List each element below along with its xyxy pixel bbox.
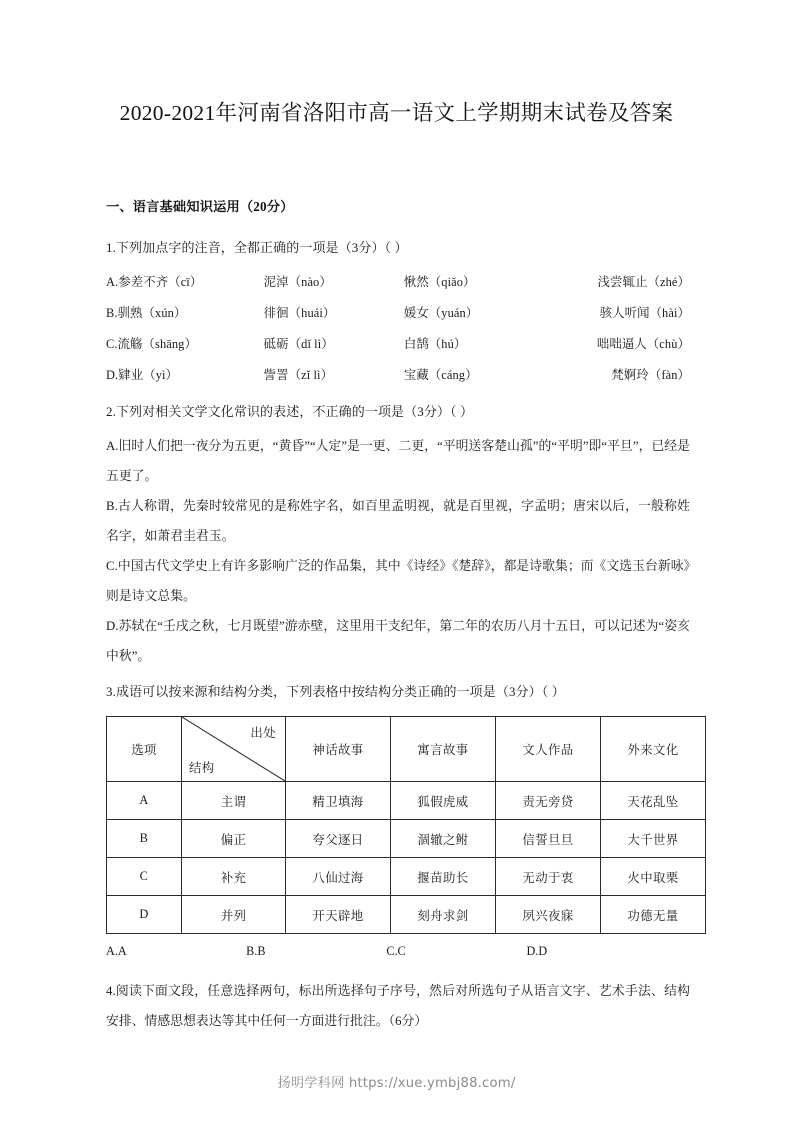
option-b-item-4: 骇人听闻（hài） — [599, 306, 690, 320]
question-1-option-row-a — [106, 267, 690, 298]
question-1-option-row-d — [106, 360, 690, 391]
question-2-choice-d: D.苏轼在“壬戌之秋，七月既望”游赤壁，这里用干支纪年，第二年的农历八月十五日，可以记述为“姿亥中秋”。 — [106, 619, 690, 663]
question-2-choice-b: B.古人称谓，先秦时较常见的是称姓字名，如百里孟明视，就是百里视，字孟明；唐宋以后，一般称姓名字，如萧君圭君玉。 — [106, 499, 690, 543]
question-1-option-row-b — [106, 298, 690, 329]
option-a-item-2: 泥淖（nào） — [263, 275, 332, 289]
option-b-item-1: B.驯熟（xún） — [106, 306, 187, 320]
header-structure-label: 结构 — [189, 761, 215, 775]
table-header-row — [107, 717, 706, 782]
option-a-item-1: A.参差不齐（cī） — [106, 275, 203, 289]
row-c-cell-1: 八仙过海 — [286, 858, 391, 896]
row-a-cell-3: 责无旁贷 — [496, 782, 601, 820]
option-c-item-2: 砥砺（dǐ lì） — [263, 337, 334, 351]
table-row — [107, 858, 706, 896]
q3-answer-a: A.A — [106, 944, 127, 958]
question-2-stem: 2.下列对相关文学文化常识的表述，不正确的一项是（3分）（ ） — [106, 404, 474, 419]
idiom-classification-table — [106, 716, 706, 934]
header-category-2: 寓言故事 — [391, 717, 496, 782]
q3-answer-d: D.D — [526, 944, 548, 958]
q3-answer-c: C.C — [386, 944, 406, 958]
row-d-cell-1: 开天辟地 — [286, 896, 391, 934]
row-b-cell-2: 涸辙之鲋 — [391, 820, 496, 858]
row-d-structure: 并列 — [182, 896, 286, 934]
option-a-item-3: 愀然（qiǎo） — [403, 275, 476, 289]
option-b-item-3: 媛女（yuán） — [403, 306, 479, 320]
row-b-cell-1: 夸父逐日 — [286, 820, 391, 858]
option-d-item-1: D.肄业（yì） — [106, 368, 179, 382]
question-1-stem: 1.下列加点字的注音，全都正确的一项是（3分）（ ） — [106, 240, 408, 255]
question-3-stem: 3.成语可以按来源和结构分类，下列表格中按结构分类正确的一项是（3分）（ ） — [106, 684, 565, 699]
option-c-item-4: 咄咄逼人（chù） — [596, 337, 690, 351]
question-1-option-row-c — [106, 329, 690, 360]
header-category-1: 神话故事 — [286, 717, 391, 782]
row-c-option: C — [107, 858, 182, 896]
row-b-option: B — [107, 820, 182, 858]
row-a-structure: 主谓 — [182, 782, 286, 820]
header-category-4: 外来文化 — [601, 717, 706, 782]
option-d-item-2: 訾詈（zǐ lì） — [263, 368, 334, 382]
option-d-item-4: 梵婀玲（fàn） — [611, 368, 690, 382]
question-4-stem: 4.阅读下面文段，任意选择两句，标出所选择句子序号，然后对所选句子从语言文字、艺术手法、结构安排、情感思想表达等其中任何一方面进行批注。（6分） — [106, 984, 690, 1028]
question-2-choice-c: C.中国古代文学史上有许多影响广泛的作品集，其中《诗经》《楚辞》，都是诗歌集；而《文选玉台新咏》则是诗文总集。 — [106, 559, 690, 603]
row-d-cell-3: 夙兴夜寐 — [496, 896, 601, 934]
document-body — [106, 196, 690, 1036]
q3-answer-b: B.B — [246, 944, 266, 958]
row-d-cell-2: 刻舟求剑 — [391, 896, 496, 934]
header-source-structure-split — [182, 717, 286, 782]
header-option: 选项 — [107, 717, 182, 782]
row-a-option: A — [107, 782, 182, 820]
row-c-cell-3: 无动于衷 — [496, 858, 601, 896]
table-row — [107, 896, 706, 934]
row-b-structure: 偏正 — [182, 820, 286, 858]
header-category-3: 文人作品 — [496, 717, 601, 782]
table-row — [107, 820, 706, 858]
section-heading: 一、语言基础知识运用（20分） — [106, 199, 294, 214]
option-c-item-3: 白鹄（hú） — [403, 337, 467, 351]
row-d-cell-4: 功德无量 — [601, 896, 706, 934]
question-2-choice-a: A.旧时人们把一夜分为五更，“黄昏”“人定”是一更、二更，“平明送客楚山孤”的“平明”即“平旦”，已经是五更了。 — [106, 439, 690, 483]
header-source-label: 出处 — [250, 726, 276, 740]
option-a-item-4: 浅尝辄止（zhé） — [597, 275, 690, 289]
row-b-cell-4: 大千世界 — [601, 820, 706, 858]
option-b-item-2: 徘徊（huái） — [263, 306, 336, 320]
table-row — [107, 782, 706, 820]
row-a-cell-2: 狐假虎威 — [391, 782, 496, 820]
footer-watermark: 扬明学科网 https://xue.ymbj88.com/ — [277, 1076, 516, 1091]
row-c-cell-2: 揠苗助长 — [391, 858, 496, 896]
row-a-cell-4: 天花乱坠 — [601, 782, 706, 820]
row-b-cell-3: 信誓旦旦 — [496, 820, 601, 858]
row-c-structure: 补充 — [182, 858, 286, 896]
option-d-item-3: 宝藏（cáng） — [403, 368, 478, 382]
option-c-item-1: C.流觞（shāng） — [106, 337, 197, 351]
page-title: 2020-2021年河南省洛阳市高一语文上学期期末试卷及答案 — [119, 101, 674, 125]
row-a-cell-1: 精卫填海 — [286, 782, 391, 820]
row-d-option: D — [107, 896, 182, 934]
row-c-cell-4: 火中取栗 — [601, 858, 706, 896]
question-3-answer-row — [106, 937, 690, 966]
